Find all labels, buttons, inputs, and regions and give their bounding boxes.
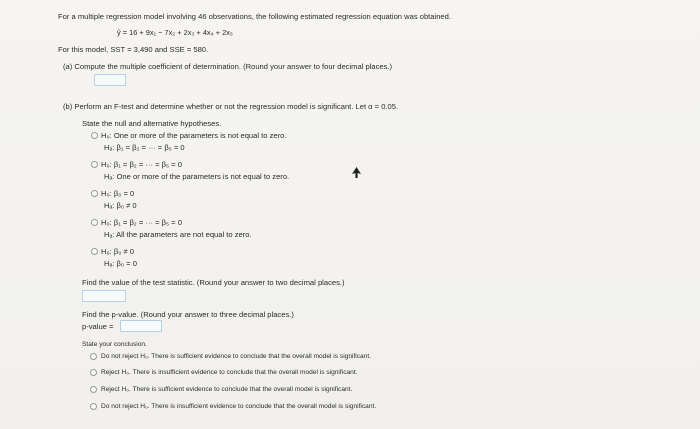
hypothesis-radio-2[interactable] — [91, 161, 98, 168]
conclusion-2: Reject H₀. There is insufficient evidence to conclude that the overall model is significant. — [101, 369, 358, 376]
hypothesis-4-h0: H₀: β₁ = β₂ = ··· = β₅ = 0 — [101, 218, 182, 227]
conclusion-prompt: State your conclusion. — [82, 341, 147, 348]
hypothesis-1-h0: H₀: One or more of the parameters is not equal to zero. — [101, 131, 287, 140]
hypothesis-4-ha: Hₐ: All the parameters are not equal to zero. — [104, 230, 252, 239]
hypothesis-5-ha: Hₐ: β₀ = 0 — [104, 259, 137, 268]
conclusion-radio-2[interactable] — [90, 369, 97, 376]
pvalue-prompt: Find the p-value. (Round your answer to three decimal places.) — [82, 310, 294, 319]
r-squared-input[interactable] — [94, 74, 126, 86]
regression-equation: ŷ = 16 + 9x₁ − 7x₂ + 2x₃ + 4x₄ + 2x₅ — [117, 28, 233, 37]
hypothesis-radio-4[interactable] — [91, 219, 98, 226]
conclusion-4: Do not reject H₀. There is insufficient evidence to conclude that the overall model is significant. — [101, 403, 377, 410]
hypothesis-radio-1[interactable] — [91, 132, 98, 139]
part-b-prompt: (b) Perform an F-test and determine whether or not the regression model is significant. Let α = 0.05. — [63, 102, 399, 111]
hypothesis-radio-3[interactable] — [91, 190, 98, 197]
intro-text: For a multiple regression model involving 46 observations, the following estimated regression equation was obtained. — [58, 12, 451, 21]
hypothesis-5-h0: H₀: β₀ ≠ 0 — [101, 247, 134, 256]
hypotheses-prompt: State the null and alternative hypotheses. — [82, 119, 222, 128]
pvalue-input[interactable] — [120, 320, 162, 332]
mouse-pointer-icon — [352, 167, 361, 178]
test-stat-prompt: Find the value of the test statistic. (Round your answer to two decimal places.) — [82, 278, 345, 287]
conclusion-radio-4[interactable] — [90, 403, 97, 410]
hypothesis-3-h0: H₀: β₀ = 0 — [101, 189, 135, 198]
model-info: For this model, SST = 3,490 and SSE = 580. — [58, 45, 209, 54]
hypothesis-3-ha: Hₐ: β₀ ≠ 0 — [104, 201, 137, 210]
hypothesis-radio-5[interactable] — [91, 248, 98, 255]
conclusion-3: Reject H₀. There is sufficient evidence to conclude that the overall model is significant. — [101, 386, 353, 393]
conclusion-radio-1[interactable] — [90, 353, 97, 360]
hypothesis-2-ha: Hₐ: One or more of the parameters is not equal to zero. — [104, 172, 290, 181]
pvalue-label: p-value = — [82, 322, 114, 331]
test-statistic-input[interactable] — [82, 290, 126, 302]
hypothesis-2-h0: H₀: β₁ = β₂ = ··· = β₅ = 0 — [101, 160, 182, 169]
part-a-prompt: (a) Compute the multiple coefficient of determination. (Round your answer to four decimal places.) — [63, 62, 393, 71]
hypothesis-1-ha: Hₐ: β₁ = β₂ = ··· = β₅ = 0 — [104, 143, 185, 152]
conclusion-radio-3[interactable] — [90, 386, 97, 393]
conclusion-1: Do not reject H₀. There is sufficient evidence to conclude that the overall model is significant. — [101, 353, 372, 360]
